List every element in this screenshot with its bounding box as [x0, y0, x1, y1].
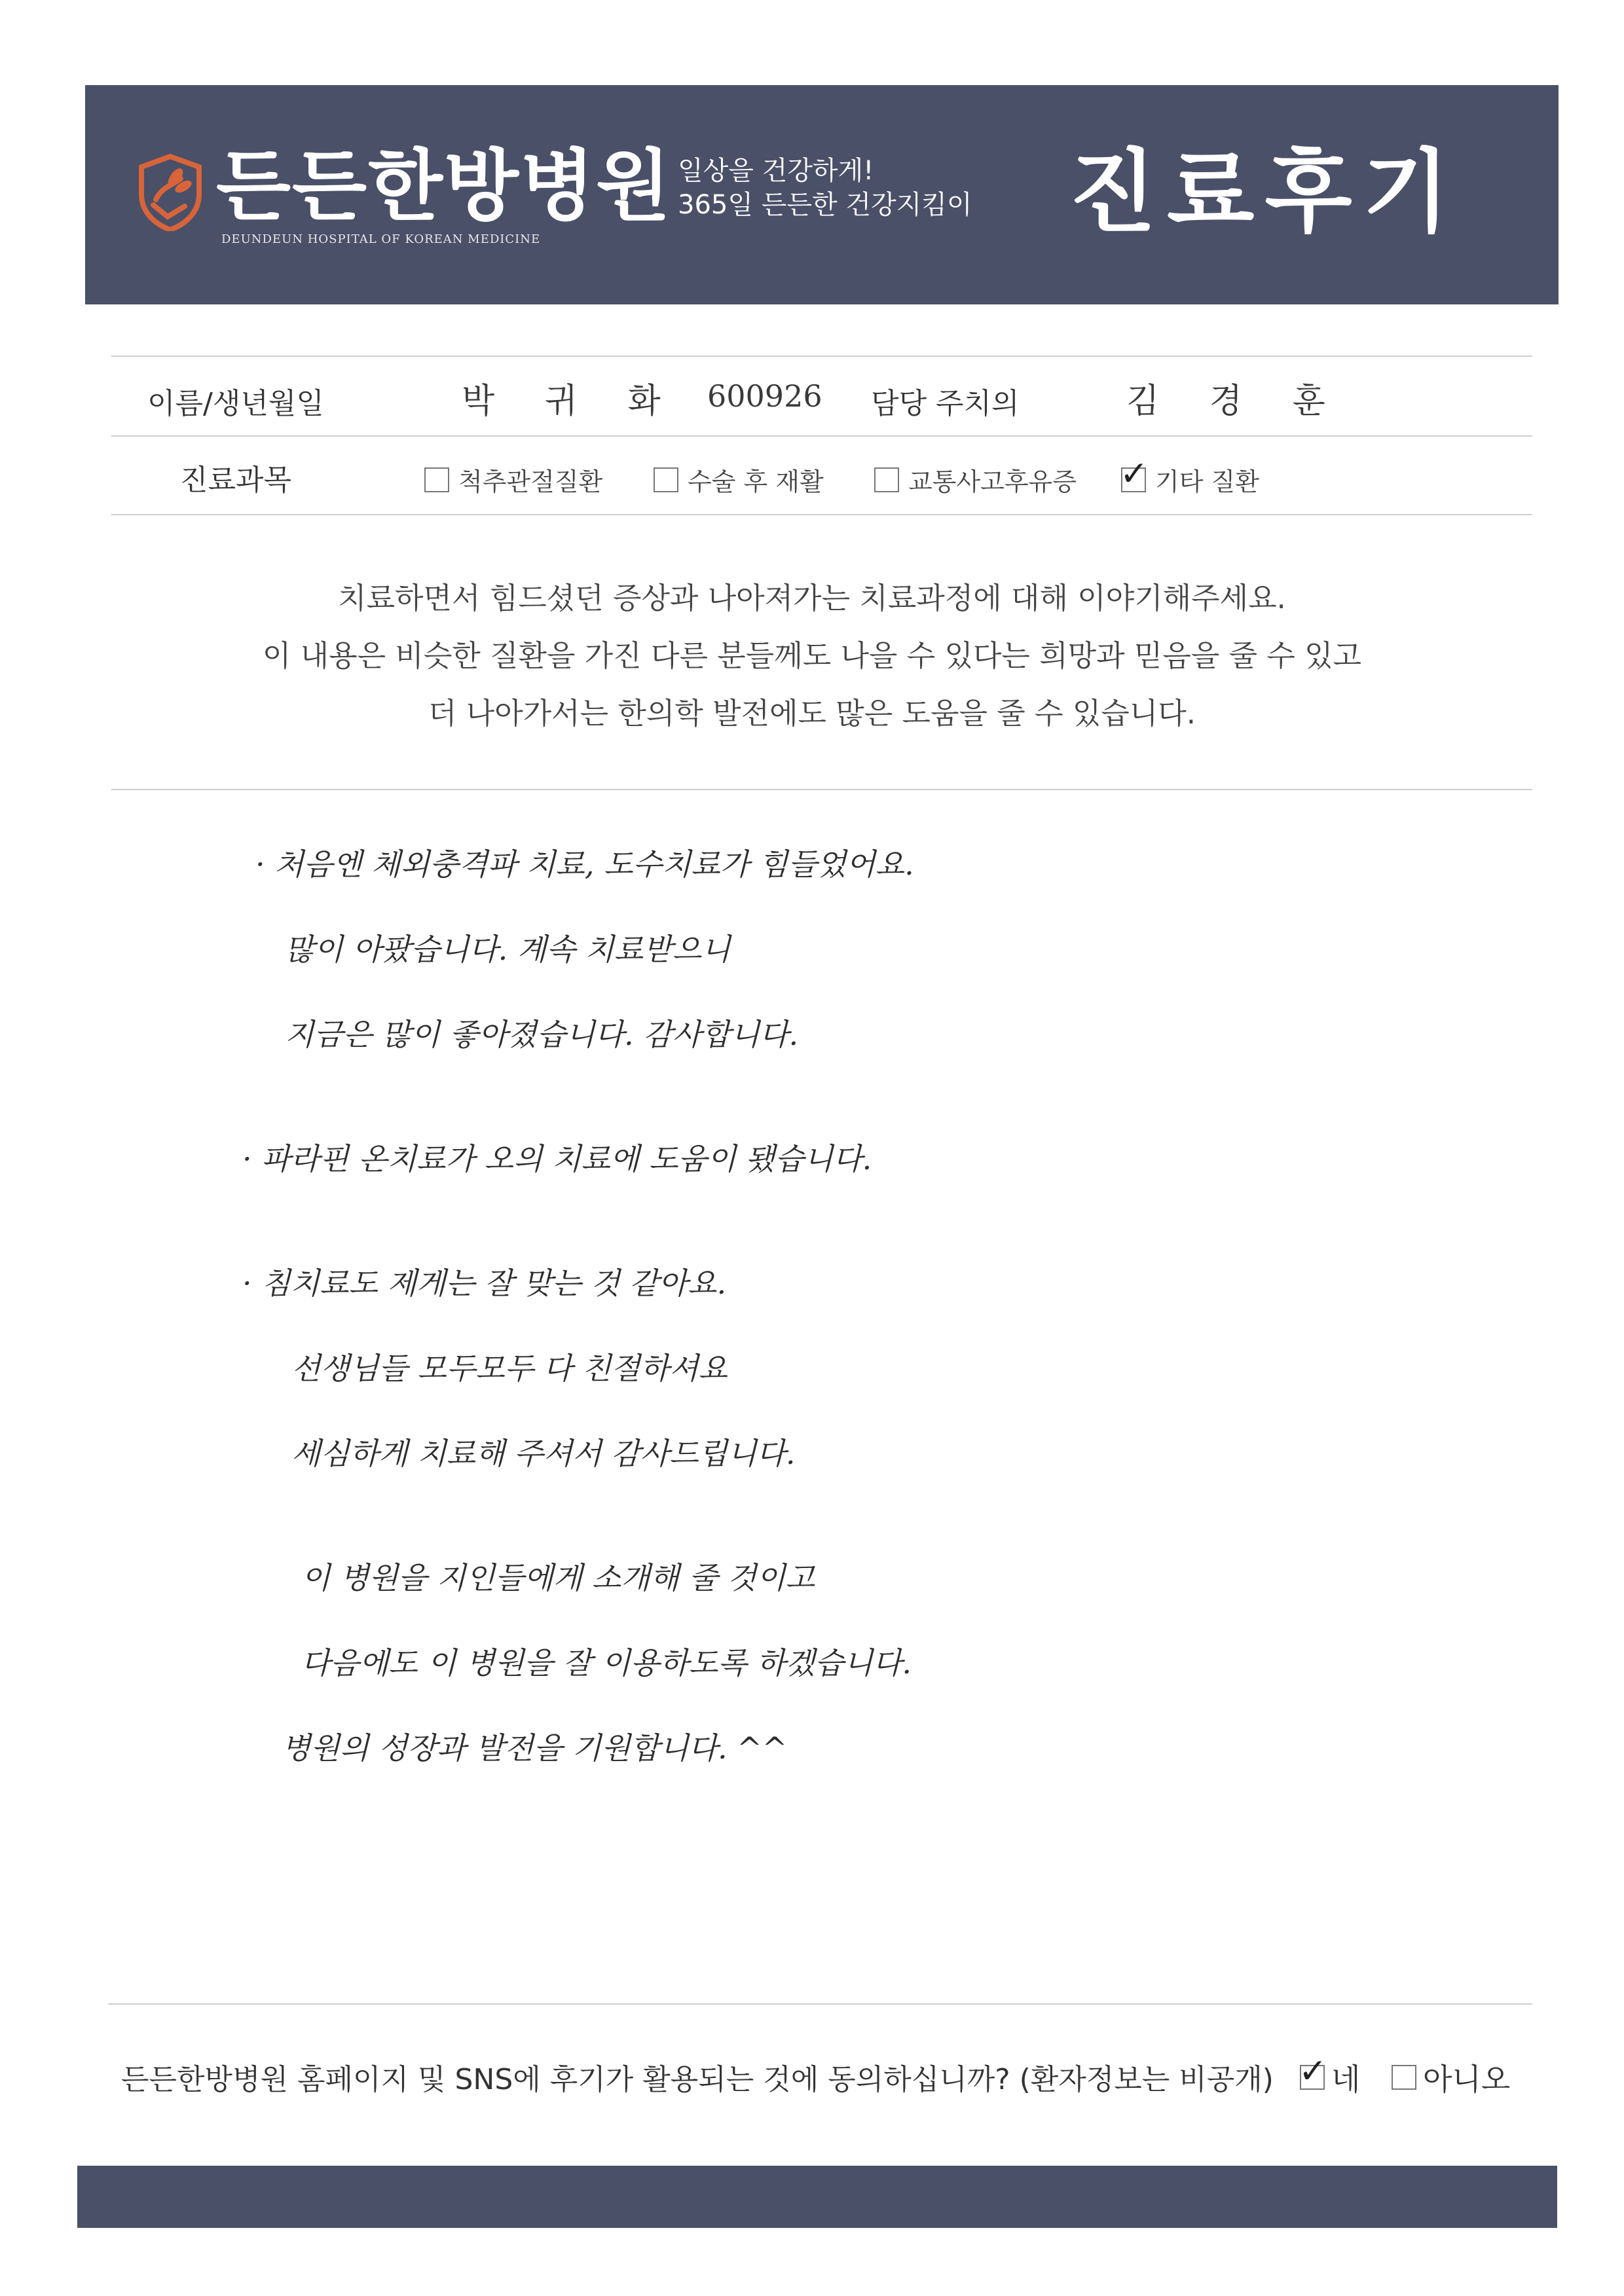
- instruction-line-1: 치료하면서 힘드셨던 증상과 나아져가는 치료과정에 대해 이야기해주세요.: [338, 581, 1286, 615]
- consent-divider: [108, 2003, 1532, 2005]
- slogan: [678, 154, 972, 222]
- document-title: 진료후기: [1069, 139, 1460, 245]
- checkbox-checked-icon[interactable]: [1299, 2052, 1327, 2091]
- consent-question: 든든한방병원 홈페이지 및 SNS에 후기가 활용되는 것에 동의하십니까? (환자정보는 비공개): [121, 2063, 1274, 2096]
- checkmark-icon: ✓: [1120, 454, 1149, 494]
- instructions: [0, 570, 1624, 742]
- department-label: 진료과목: [180, 464, 292, 497]
- doctor-value: 김 경 훈: [1126, 382, 1345, 421]
- header-band: [85, 85, 1559, 304]
- review-line: · 처음엔 체외충격파 치료, 도수치료가 힘들었어요.: [255, 847, 914, 882]
- department-option-accident[interactable]: 교통사고후유증: [874, 462, 1077, 498]
- review-line: 선생님들 모두모두 다 친절하셔요: [291, 1351, 728, 1386]
- review-line: · 침치료도 제게는 잘 맞는 것 같아요.: [242, 1266, 727, 1301]
- review-line: 다음에도 이 병원을 잘 이용하도록 하겠습니다.: [301, 1645, 912, 1681]
- consent-no-label: 아니오: [1423, 2062, 1511, 2097]
- slogan-line-1: 일상을 건강하게!: [678, 156, 874, 186]
- consent-yes-option[interactable]: [1299, 2052, 1361, 2099]
- consent-yes-label: 네: [1331, 2062, 1361, 2097]
- review-line: 이 병원을 지인들에게 소개해 줄 것이고: [301, 1560, 815, 1595]
- department-options: [0, 454, 1624, 496]
- form-top-divider: [111, 355, 1532, 357]
- review-line: · 파라핀 온치료가 오의 치료에 도움이 됐습니다.: [242, 1141, 872, 1176]
- department-option-spine[interactable]: 척추관절질환: [424, 462, 602, 498]
- consent-no-option[interactable]: [1392, 2056, 1510, 2099]
- brand-name: 든든한방병원: [216, 141, 672, 231]
- review-line: 많이 아팠습니다. 계속 치료받으니: [285, 932, 731, 967]
- shield-hand-leaf-icon: [138, 154, 203, 231]
- review-body: [229, 822, 1441, 1791]
- review-line: 지금은 많이 좋아졌습니다. 감사합니다.: [285, 1017, 799, 1052]
- instruction-line-3: 더 나아가서는 한의학 발전에도 많은 도움을 줄 수 있습니다.: [428, 696, 1196, 731]
- doctor-label: 담당 주치의: [871, 387, 1020, 420]
- department-option-other[interactable]: ✓ 기타 질환: [1120, 454, 1259, 496]
- patient-dob-value: 600926: [707, 378, 822, 414]
- checkbox-icon[interactable]: [654, 467, 678, 492]
- instruction-line-2: 이 내용은 비슷한 질환을 가진 다른 분들께도 나을 수 있다는 희망과 믿음을 줄 수 있고: [262, 638, 1362, 673]
- form-bottom-divider: [111, 514, 1532, 515]
- slogan-line-2: 365일 든든한 건강지킴이: [678, 190, 972, 220]
- instructions-divider: [111, 789, 1532, 790]
- checkbox-icon[interactable]: [1392, 2065, 1416, 2090]
- checkmark-icon: ✓: [1299, 2052, 1327, 2091]
- name-dob-label: 이름/생년월일: [147, 387, 324, 420]
- checkbox-icon[interactable]: [874, 467, 899, 492]
- checkbox-checked-icon[interactable]: [1120, 454, 1149, 494]
- patient-name-value: 박 귀 화: [462, 382, 680, 421]
- checkbox-icon[interactable]: [424, 467, 449, 492]
- form-middle-divider: [111, 435, 1532, 437]
- footer-band: [77, 2166, 1557, 2228]
- review-line: 세심하게 치료해 주셔서 감사드립니다.: [291, 1436, 796, 1471]
- review-line: 병원의 성장과 발전을 기원합니다. ^^: [282, 1730, 788, 1766]
- department-option-rehab[interactable]: 수술 후 재활: [654, 462, 824, 498]
- brand-subtitle: DEUNDEUN HOSPITAL OF KOREAN MEDICINE: [221, 232, 541, 246]
